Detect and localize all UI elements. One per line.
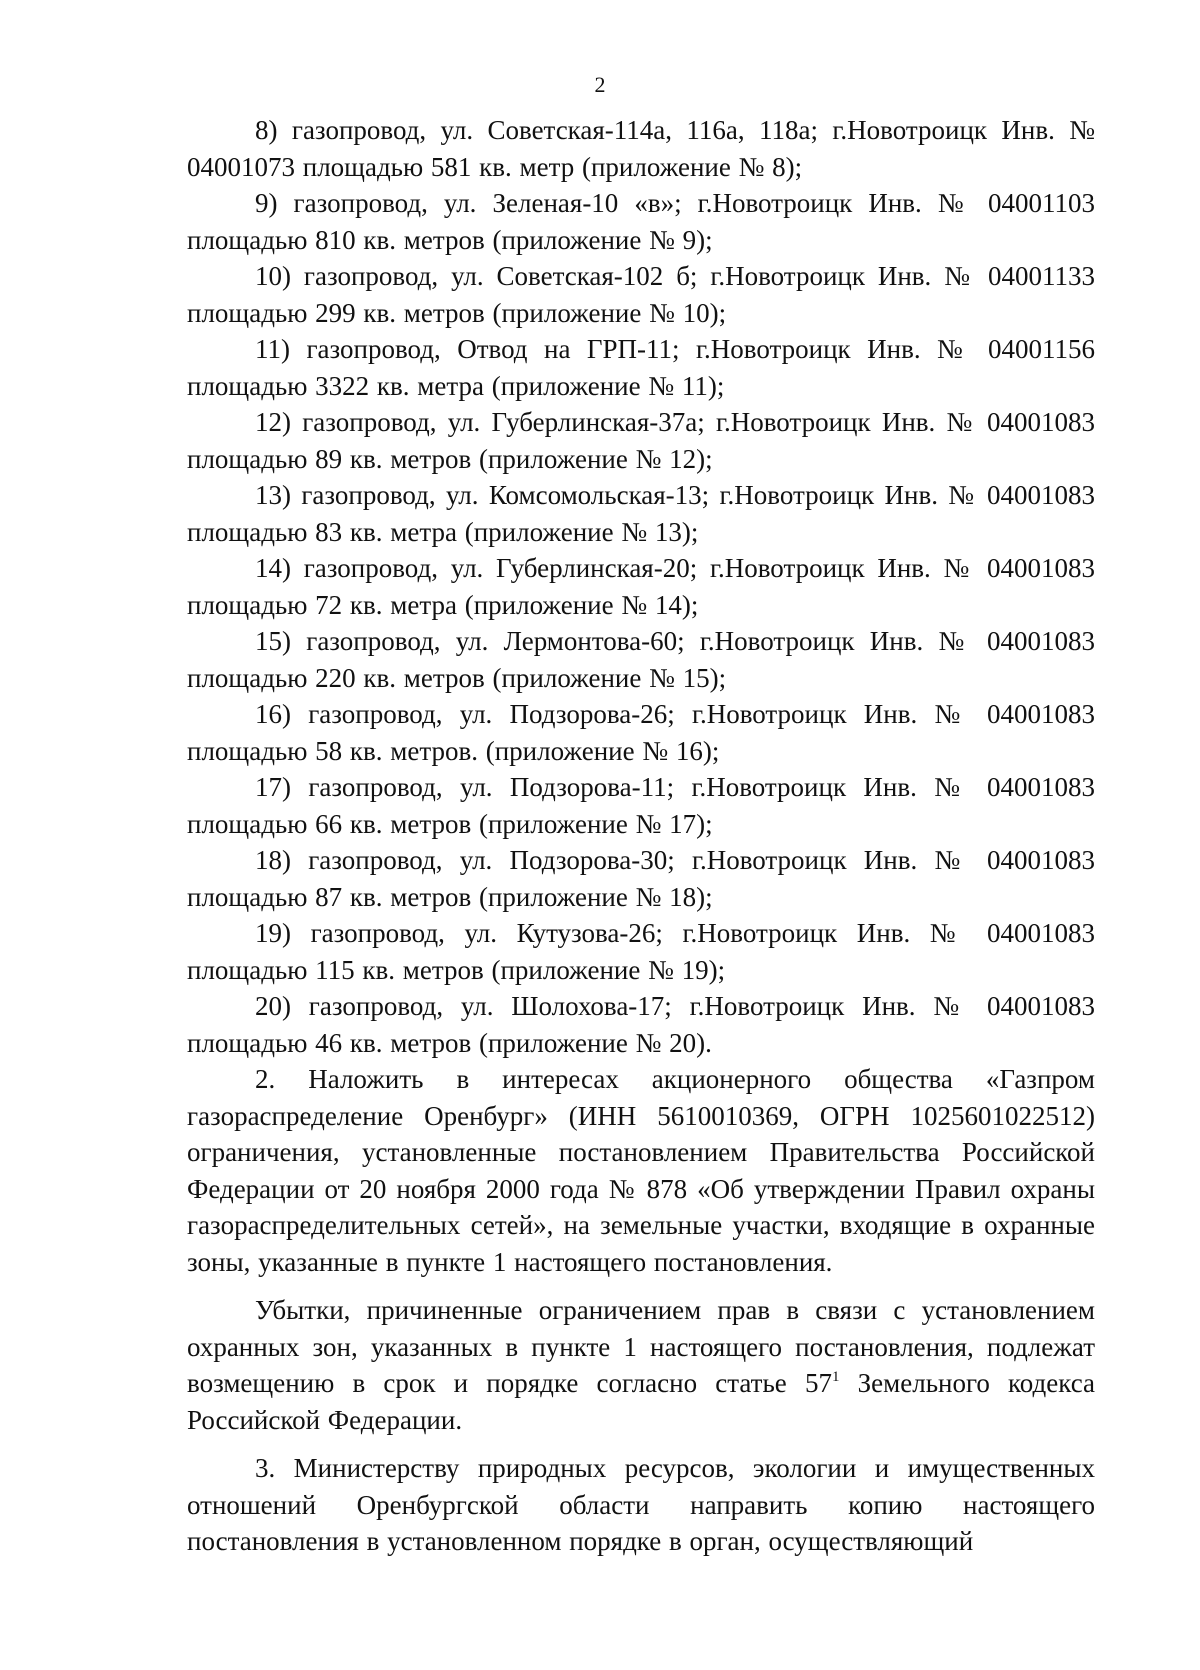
- list-item-12: 12) газопровод, ул. Губерлинская-37а; г.Новотроицк Инв. № 04001083 площадью 89 кв. метров (приложение № 12);: [187, 407, 1095, 474]
- losses-text-end: Земельного кодекса Российской Федерации.: [187, 1368, 1095, 1435]
- clause-3: 3. Министерству природных ресурсов, экологии и имущественных отношений Оренбургской области направить копию настоящего постановления в установленном порядке в орган, осуществляющий: [187, 1453, 1095, 1556]
- list-item-17: 17) газопровод, ул. Подзорова-11; г.Новотроицк Инв. № 04001083 площадью 66 кв. метров (приложение № 17);: [187, 772, 1095, 839]
- list-item-16: 16) газопровод, ул. Подзорова-26; г.Новотроицк Инв. № 04001083 площадью 58 кв. метров. (приложение № 16);: [187, 699, 1095, 766]
- list-item-9: 9) газопровод, ул. Зеленая-10 «в»; г.Новотроицк Инв. № 04001103 площадью 810 кв. метров (приложение № 9);: [187, 188, 1095, 255]
- list-item-19: 19) газопровод, ул. Кутузова-26; г.Новотроицк Инв. № 04001083 площадью 115 кв. метров (приложение № 19);: [187, 918, 1095, 985]
- list-item-8: 8) газопровод, ул. Советская-114а, 116а, 118а; г.Новотроицк Инв. № 04001073 площадью 581 кв. метр (приложение № 8);: [187, 115, 1095, 182]
- list-item-13: 13) газопровод, ул. Комсомольская-13; г.Новотроицк Инв. № 04001083 площадью 83 кв. метра (приложение № 13);: [187, 480, 1095, 547]
- list-item-11: 11) газопровод, Отвод на ГРП-11; г.Новотроицк Инв. № 04001156 площадью 3322 кв. метра (приложение № 11);: [187, 334, 1095, 401]
- article-superscript: 1: [831, 1369, 840, 1385]
- list-item-15: 15) газопровод, ул. Лермонтова-60; г.Новотроицк Инв. № 04001083 площадью 220 кв. метров (приложение № 15);: [187, 626, 1095, 693]
- document-body: [187, 112, 1095, 1560]
- clause-2: 2. Наложить в интересах акционерного общества «Газпром газораспределение Оренбург» (ИНН 5610010369, ОГРН 1025601022512) ограничения, установленные постановлением Правительства Российской Федерации от 20 ноября 2000 года № 878 «Об утверждении Правил охраны газораспределительных сетей», на земельные участки, входящие в охранные зоны, указанные в пункте 1 настоящего постановления.: [187, 1064, 1095, 1277]
- losses-paragraph: [187, 1292, 1095, 1438]
- list-item-14: 14) газопровод, ул. Губерлинская-20; г.Новотроицк Инв. № 04001083 площадью 72 кв. метра (приложение № 14);: [187, 553, 1095, 620]
- list-item-10: 10) газопровод, ул. Советская-102 б; г.Новотроицк Инв. № 04001133 площадью 299 кв. метров (приложение № 10);: [187, 261, 1095, 328]
- losses-text: Убытки, причиненные ограничением прав в связи с установлением охранных зон, указанных в пункте 1 настоящего постановления, подлежат возмещению в срок и порядке согласно статье 57: [187, 1295, 1095, 1398]
- page-number: 2: [594, 72, 606, 97]
- list-item-20: 20) газопровод, ул. Шолохова-17; г.Новотроицк Инв. № 04001083 площадью 46 кв. метров (приложение № 20).: [187, 991, 1095, 1058]
- list-item-18: 18) газопровод, ул. Подзорова-30; г.Новотроицк Инв. № 04001083 площадью 87 кв. метров (приложение № 18);: [187, 845, 1095, 912]
